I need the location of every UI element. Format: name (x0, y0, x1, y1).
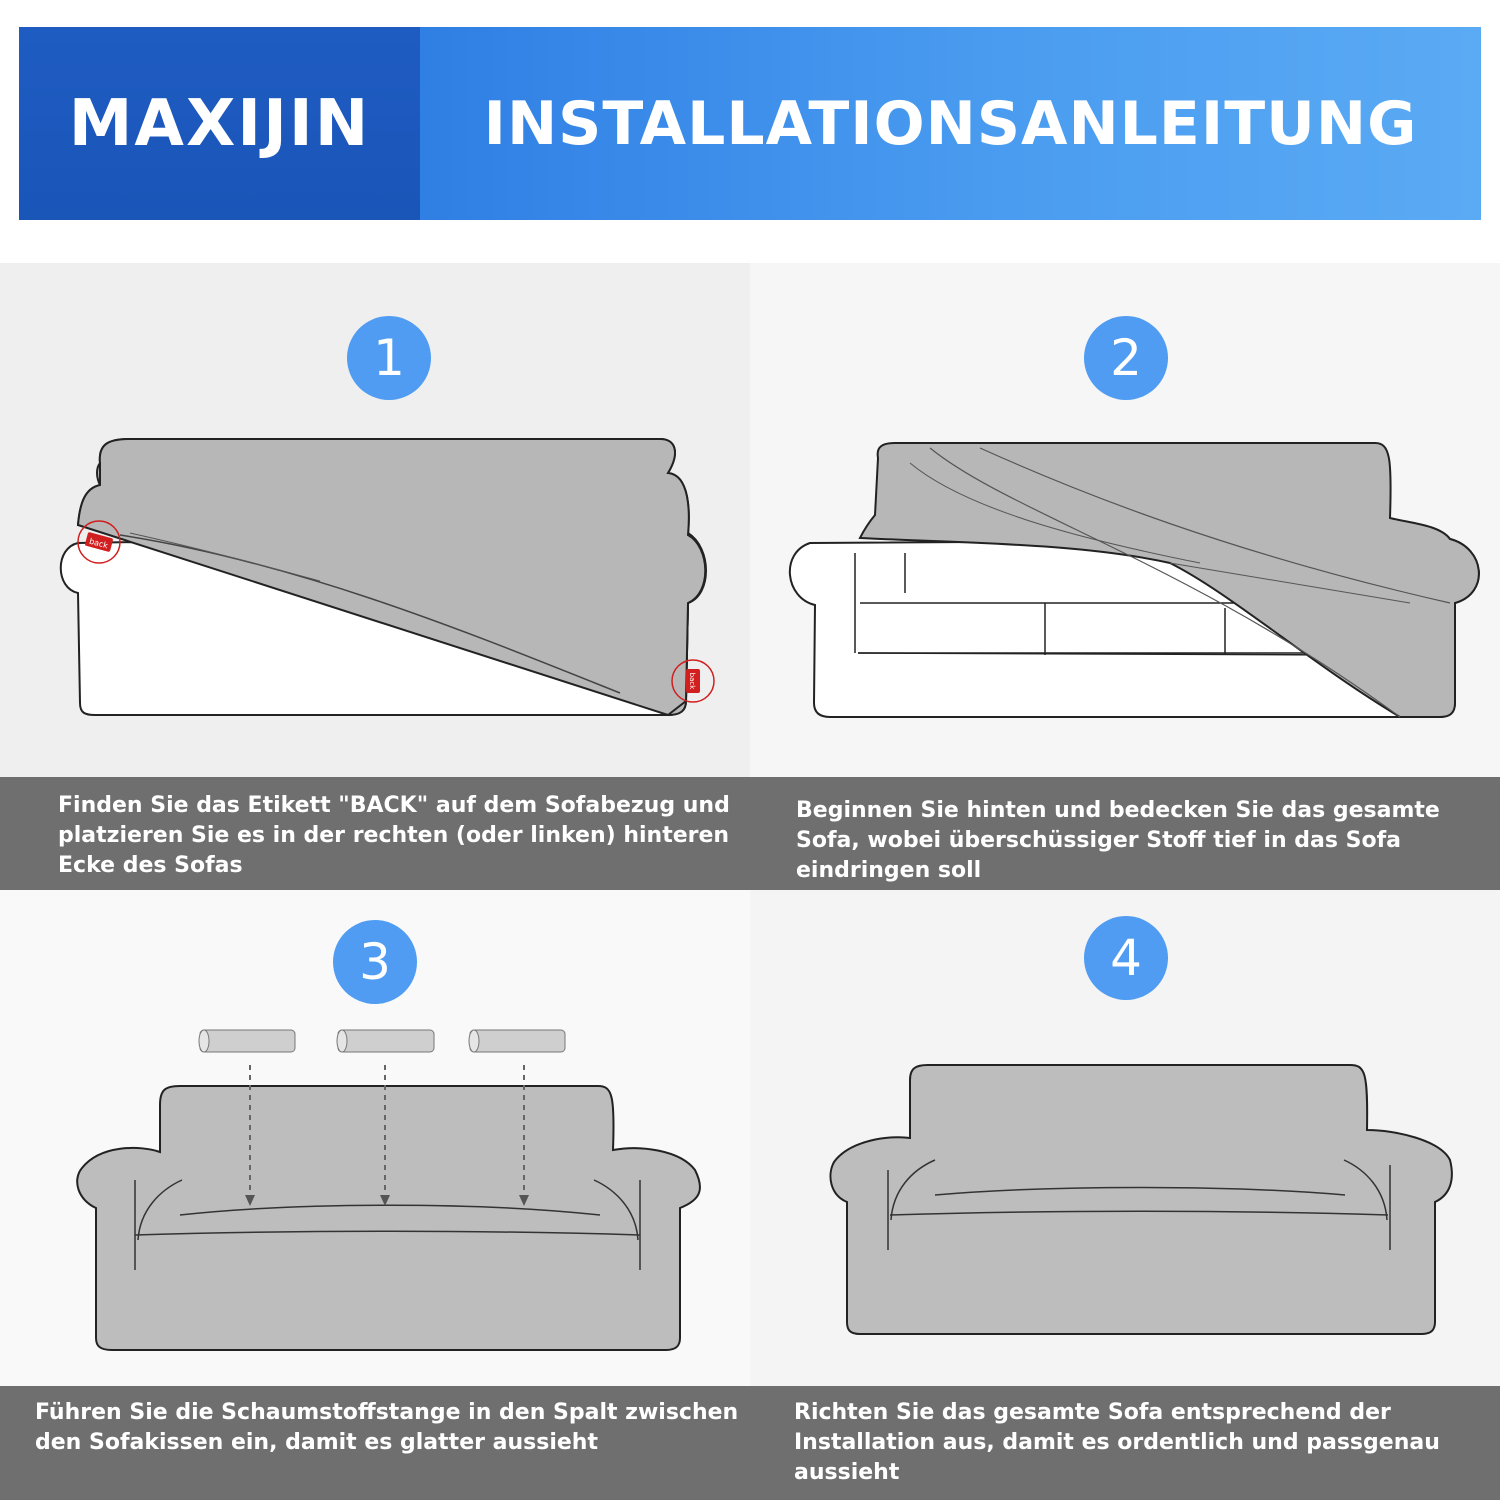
step-3-number: 3 (333, 920, 417, 1004)
title-box (420, 27, 1481, 220)
foam-rod-2 (337, 1030, 434, 1052)
foam-rod-3 (469, 1030, 565, 1052)
step-2-number: 2 (1084, 316, 1168, 400)
step-3-panel (0, 890, 750, 1500)
step-2-caption: Beginnen Sie hinten und bedecken Sie das gesamte Sofa, wobei überschüssiger Stoff tief in das Sofa eindringen soll (796, 798, 1440, 883)
header-banner (19, 27, 1481, 220)
brand-name: MAXIJIN (68, 86, 371, 161)
step-1-caption: Finden Sie das Etikett "BACK" auf dem Sofabezug und platzieren Sie es in der rechten (oder linken) hinteren Ecke des Sofas (58, 793, 730, 878)
step-1-number: 1 (347, 316, 431, 400)
step-2-panel (750, 263, 1500, 890)
step-4-caption: Richten Sie das gesamte Sofa entsprechend der Installation aus, damit es ordentlich und passgenau aussieht (794, 1400, 1440, 1485)
step-3-caption: Führen Sie die Schaumstoffstange in den Spalt zwischen den Sofakissen ein, damit es glatter aussieht (35, 1400, 739, 1455)
page-title: INSTALLATIONSANLEITUNG (483, 88, 1418, 159)
tag-label-left: back (88, 536, 109, 551)
foam-rod-1 (199, 1030, 295, 1052)
step-4-panel (750, 890, 1500, 1500)
step-4-sofa-illustration (750, 890, 1500, 1390)
brand-box (19, 27, 420, 220)
step-1-sofa-illustration (0, 263, 750, 783)
step-1-panel (0, 263, 750, 890)
step-3-sofa-illustration (0, 890, 750, 1390)
step-2-sofa-illustration (750, 263, 1500, 783)
step-4-number: 4 (1084, 916, 1168, 1000)
tag-label-right: back (688, 672, 696, 690)
